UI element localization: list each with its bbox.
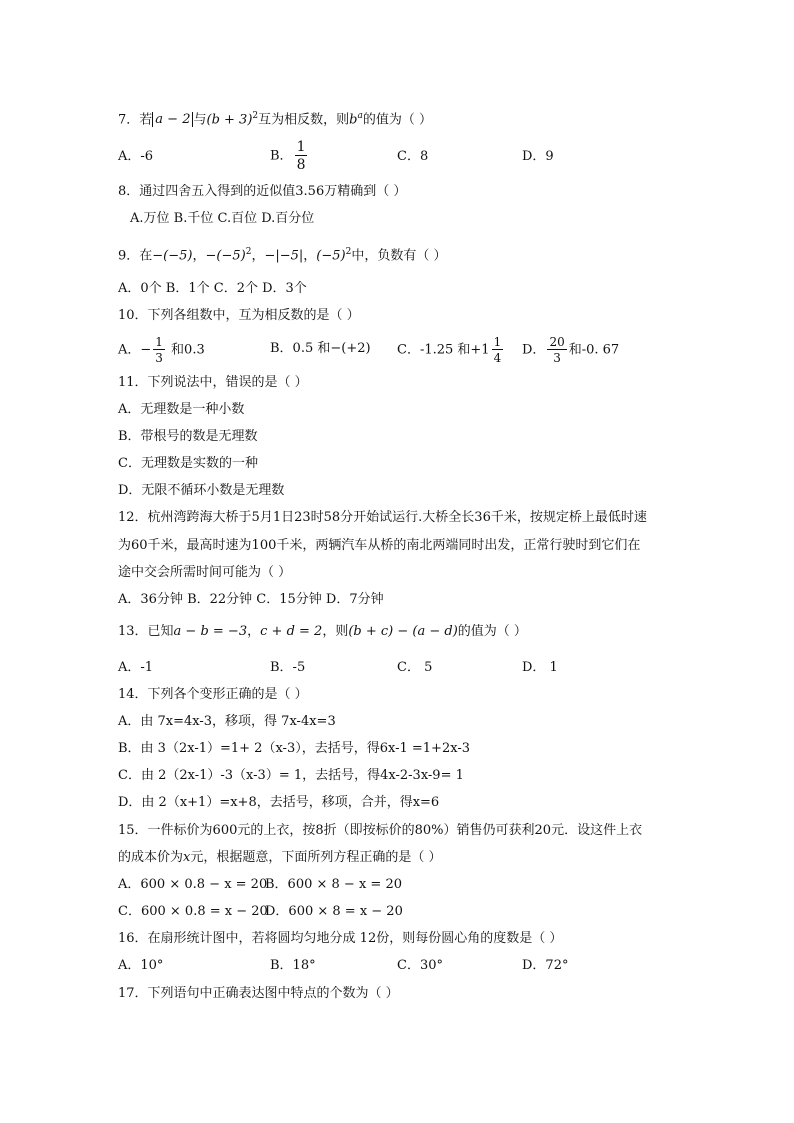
fraction-one-quarter: $\frac{1}{4}$ [493, 335, 502, 365]
question-7-end: 的值为（ ） [362, 112, 432, 128]
expr-4: (−5) [316, 248, 346, 264]
expr-1: −(−5) [152, 248, 193, 264]
expr-2: −(−5) [205, 248, 246, 264]
q11-option-d: D．无限不循环小数是无理数 [118, 483, 285, 498]
question-7 [118, 107, 432, 129]
q16-option-a: A．10° [118, 958, 164, 973]
exponent-a: a [357, 111, 363, 121]
q13-option-a: A．-1 [118, 660, 154, 675]
question-14: 14．下列各个变形正确的是（ ） [118, 687, 308, 702]
q13-option-b: B．-5 [270, 660, 306, 675]
q13-option-c: C． 5 [397, 660, 433, 675]
question-12-line-3: 途中交会所需时间可能为（ ） [118, 565, 292, 580]
q10-option-b: B．0.5 和−(+2) [270, 341, 371, 356]
q11-option-b: B．带根号的数是无理数 [118, 429, 258, 444]
question-7-number: 7． [118, 112, 140, 128]
q14-option-c: C．由 2（2x-1）-3（x-3）= 1，去括号，得4x-2-3x-9= 1 [118, 768, 464, 783]
variable-b: b [349, 112, 358, 128]
question-10: 10．下列各组数中，互为相反数的是（ ） [118, 308, 360, 323]
question-12-line-1: 12．杭州湾跨海大桥于5月1日23时58分开始试运行.大桥全长36千米，按规定桥上最低时速 [118, 510, 647, 525]
q15-option-d: D．600 × 8 = x − 20 [265, 904, 403, 919]
question-8: 8．通过四舍五入得到的近似值3.56万精确到（ ） [118, 184, 407, 199]
q14-option-b: B．由 3（2x-1）=1+ 2（x-3），去括号，得6x-1 =1+2x-3 [118, 741, 470, 756]
q7-option-a: A．-6 [118, 149, 154, 164]
q10-option-c: C．-1.25 和+1 $\frac{1}{4}$ [397, 335, 502, 365]
question-11: 11．下列说法中，错误的是（ ） [118, 375, 308, 390]
q7-option-d: D．9 [522, 149, 554, 164]
q16-option-c: C．30° [397, 958, 443, 973]
fraction-one-third: $\frac{1}{3}$ [155, 335, 163, 365]
question-7-post: 互为相反数，则 [258, 112, 350, 128]
q16-option-b: B．18° [270, 958, 316, 973]
question-9: 9．在−(−5)，$-(-5)^2$，−|−5|，$(-5)^2$中，负数有（ ） [118, 247, 447, 264]
fraction-one-eighth: $\frac{1}{8}$ [296, 139, 306, 173]
fraction-twenty-thirds: $\frac{20}{3}$ [549, 335, 565, 365]
q10-option-d: D． $\frac{20}{3}$ 和-0. 67 [522, 335, 620, 365]
q10-option-a: A．− $\frac{1}{3}$ 和0.3 [118, 335, 205, 365]
target-expression: (b + c) − (a − d) [348, 624, 458, 639]
expr-3: −|−5| [264, 248, 304, 264]
q13-option-d: D． 1 [522, 660, 558, 675]
q15-option-b: B．600 × 8 − x = 20 [265, 877, 402, 892]
question-16: 16．在扇形统计图中，若将圆均匀地分成 12份，则每份圆心角的度数是（ ） [118, 931, 563, 946]
question-7-mid: 与 [193, 112, 207, 128]
q15-option-c: C．600 × 0.8 = x − 20 [118, 904, 268, 919]
variable-x: x [183, 850, 191, 865]
question-17: 17．下列语句中正确表达图中特点的个数为（ ） [118, 986, 399, 1001]
abs-expression: a − 2 [152, 112, 193, 127]
power-base: (b + 3) [206, 112, 253, 128]
question-15-line-1: 15．一件标价为600元的上衣，按8折（即按标价的80%）销售仍可获利20元．设这件上衣 [118, 823, 643, 838]
q7-option-b: B． $\frac{1}{8}$ [270, 139, 306, 173]
q12-options: A．36分钟 B．22分钟 C．15分钟 D．7分钟 [118, 592, 384, 607]
condition-2: c + d = 2 [260, 624, 323, 639]
q16-option-d: D．72° [522, 958, 569, 973]
condition-1: a − b = −3 [173, 624, 248, 639]
q14-option-d: D．由 2（x+1）=x+8，去括号，移项，合并，得x=6 [118, 795, 440, 810]
q7-option-c: C．8 [397, 149, 429, 164]
power-exponent: 2 [252, 111, 259, 121]
question-12-line-2: 为60千米，最高时速为100千米，两辆汽车从桥的南北两端同时出发，正常行驶时到它们在 [118, 538, 641, 553]
q15-option-a: A．600 × 0.8 − x = 20 [118, 877, 268, 892]
question-13: 13．已知a − b = −3，c + d = 2，则(b + c) − (a − d)的值为（ ） [118, 624, 527, 639]
q11-option-c: C．无理数是实数的一种 [118, 456, 258, 471]
q8-options: A.万位 B.千位 C.百位 D.百分位 [130, 211, 315, 226]
question-7-pre: 若 [139, 112, 153, 128]
question-15-line-2: 的成本价为x元，根据题意，下面所列方程正确的是（ ） [118, 850, 442, 865]
q14-option-a: A．由 7x=4x-3，移项，得 7x-4x=3 [118, 714, 336, 729]
q9-options: A．0个 B．1个 C．2个 D．3个 [118, 281, 307, 296]
q11-option-a: A．无理数是一种小数 [118, 402, 245, 417]
